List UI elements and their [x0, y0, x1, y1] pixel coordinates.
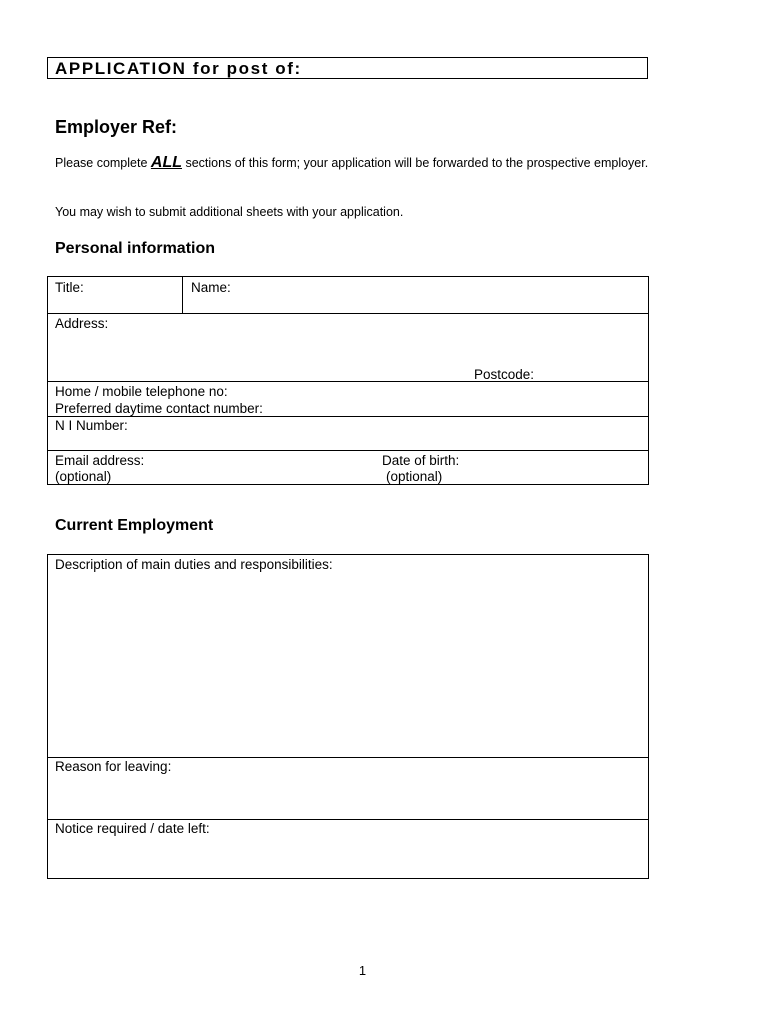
row-divider: [48, 819, 648, 820]
reason-for-leaving-field[interactable]: [55, 759, 171, 775]
employer-ref-label: Employer Ref:: [55, 117, 178, 137]
row-divider: [48, 381, 648, 382]
address-label: Address:: [55, 316, 109, 331]
column-divider: [182, 277, 183, 314]
postcode-field[interactable]: [474, 367, 534, 383]
address-field[interactable]: [55, 316, 108, 332]
title-label: Title:: [55, 280, 84, 295]
row-divider: [48, 757, 648, 758]
current-employment-heading: Current Employment: [55, 517, 214, 534]
postcode-label: Postcode:: [474, 367, 535, 382]
dob-optional-note: (optional): [386, 469, 443, 484]
ni-number-field[interactable]: [55, 418, 128, 434]
dob-label: Date of birth:: [382, 453, 460, 468]
row-divider: [48, 450, 648, 451]
notice-field[interactable]: [55, 821, 210, 837]
name-field[interactable]: [191, 280, 231, 296]
personal-info-table: [47, 276, 649, 485]
intro-additional-sheets: You may wish to submit additional sheets with your application.: [55, 205, 404, 219]
daytime-contact-label: Preferred daytime contact number:: [55, 401, 263, 416]
current-employment-table: [47, 554, 649, 879]
duties-label: Description of main duties and responsibilities:: [55, 557, 333, 572]
row-divider: [48, 313, 648, 314]
email-field[interactable]: [55, 453, 144, 469]
reason-for-leaving-label: Reason for leaving:: [55, 759, 172, 774]
personal-info-heading: Personal information: [55, 240, 216, 257]
title-field[interactable]: [55, 280, 84, 296]
home-phone-field[interactable]: [55, 384, 228, 400]
duties-field[interactable]: [55, 557, 333, 573]
intro-after: sections of this form; your application will be forwarded to the prospective employer.: [182, 156, 649, 170]
email-label: Email address:: [55, 453, 145, 468]
intro-before: Please complete: [55, 156, 151, 170]
intro-emphasis: ALL: [150, 154, 182, 171]
daytime-contact-field[interactable]: [55, 401, 263, 417]
intro-text: [55, 154, 705, 172]
notice-label: Notice required / date left:: [55, 821, 210, 836]
home-phone-label: Home / mobile telephone no:: [55, 384, 228, 399]
page-number: 1: [358, 963, 367, 978]
name-label: Name:: [191, 280, 231, 295]
dob-field[interactable]: [382, 453, 459, 469]
post-title-field[interactable]: [47, 57, 648, 79]
email-optional-note: (optional): [55, 469, 112, 484]
post-title-label: APPLICATION for post of:: [55, 59, 302, 78]
ni-number-label: N I Number:: [55, 418, 128, 433]
